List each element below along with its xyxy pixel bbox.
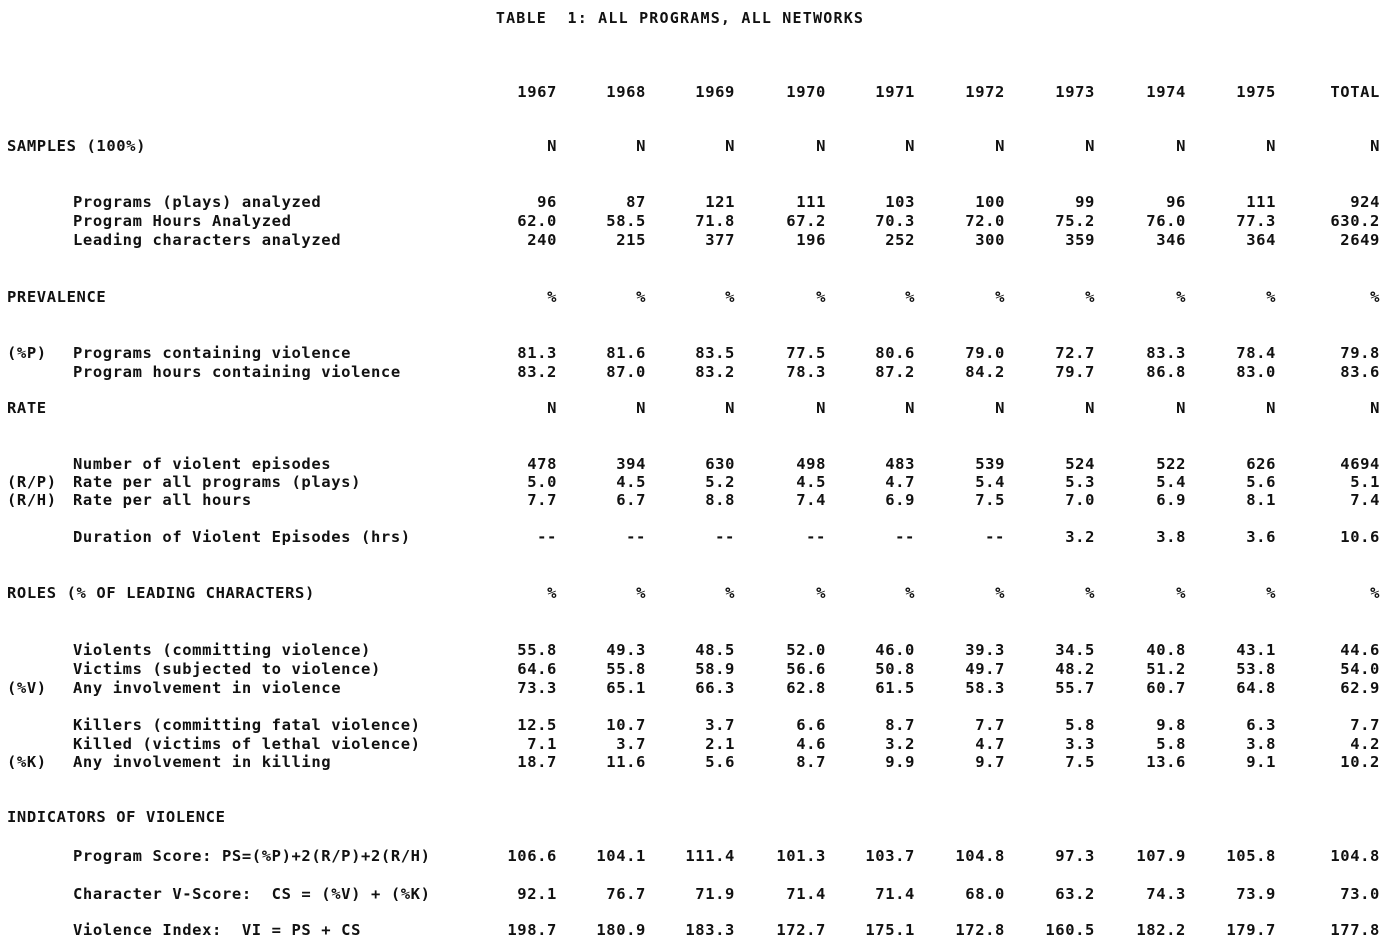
- table-cell: 179.7: [1226, 921, 1276, 939]
- table-cell: %: [636, 288, 646, 306]
- table-cell: 64.8: [1236, 679, 1276, 697]
- table-cell: 67.2: [786, 212, 826, 230]
- table-cell: --: [537, 528, 557, 546]
- table-cell: N: [547, 137, 557, 155]
- table-cell: 9.1: [1246, 753, 1276, 771]
- table-cell: 62.0: [517, 212, 557, 230]
- row-code: (%V): [7, 679, 47, 697]
- table-cell: 54.0: [1340, 660, 1380, 678]
- row-label: Violents (committing violence): [73, 641, 371, 659]
- table-cell: 58.9: [695, 660, 735, 678]
- table-cell: 62.9: [1340, 679, 1380, 697]
- table-cell: 6.3: [1246, 716, 1276, 734]
- table-cell: 5.3: [1065, 473, 1095, 491]
- table-cell: %: [1370, 288, 1380, 306]
- table-cell: 81.6: [606, 344, 646, 362]
- table-cell: 5.6: [1246, 473, 1276, 491]
- table-cell: 111: [796, 193, 826, 211]
- year-header-1971: 1971: [875, 83, 915, 101]
- table-cell: 99: [1075, 193, 1095, 211]
- row-label: Program Score: PS=(%P)+2(R/P)+2(R/H): [73, 847, 431, 865]
- table-cell: 107.9: [1136, 847, 1186, 865]
- table-cell: 5.4: [975, 473, 1005, 491]
- table-cell: 5.6: [705, 753, 735, 771]
- row-label: Any involvement in violence: [73, 679, 342, 697]
- table-cell: 4.5: [796, 473, 826, 491]
- table-cell: 73.9: [1236, 885, 1276, 903]
- table-cell: 104.8: [1330, 847, 1380, 865]
- table-cell: 3.8: [1156, 528, 1186, 546]
- table-cell: %: [816, 584, 826, 602]
- table-cell: 6.6: [796, 716, 826, 734]
- table-cell: 77.3: [1236, 212, 1276, 230]
- row-label: Killers (committing fatal violence): [73, 716, 421, 734]
- table-cell: 71.4: [875, 885, 915, 903]
- table-cell: 83.2: [517, 363, 557, 381]
- table-cell: 78.3: [786, 363, 826, 381]
- table-cell: 87.0: [606, 363, 646, 381]
- table-cell: 7.0: [1065, 491, 1095, 509]
- table-cell: %: [905, 288, 915, 306]
- row-code: (R/H): [7, 491, 57, 509]
- year-header-1970: 1970: [786, 83, 826, 101]
- table-cell: 61.5: [875, 679, 915, 697]
- table-cell: 74.3: [1146, 885, 1186, 903]
- table-cell: 359: [1065, 231, 1095, 249]
- table-cell: 65.1: [606, 679, 646, 697]
- table-cell: %: [1370, 584, 1380, 602]
- table-cell: 4.2: [1350, 735, 1380, 753]
- row-label: Rate per all programs (plays): [73, 473, 362, 491]
- row-label: Program Hours Analyzed: [73, 212, 292, 230]
- table-cell: 92.1: [517, 885, 557, 903]
- table-cell: --: [715, 528, 735, 546]
- table-cell: 68.0: [965, 885, 1005, 903]
- table-cell: %: [1085, 584, 1095, 602]
- table-cell: 87: [626, 193, 646, 211]
- table-cell: 78.4: [1236, 344, 1276, 362]
- table-cell: N: [905, 137, 915, 155]
- table-cell: 522: [1156, 455, 1186, 473]
- table-cell: 83.6: [1340, 363, 1380, 381]
- table-cell: 6.9: [1156, 491, 1186, 509]
- table-cell: 86.8: [1146, 363, 1186, 381]
- row-label: Victims (subjected to violence): [73, 660, 381, 678]
- table-cell: --: [985, 528, 1005, 546]
- table-cell: 10.2: [1340, 753, 1380, 771]
- table-cell: 56.6: [786, 660, 826, 678]
- table-cell: 87.2: [875, 363, 915, 381]
- table-cell: 8.7: [885, 716, 915, 734]
- table-cell: %: [1266, 584, 1276, 602]
- table-cell: N: [905, 399, 915, 417]
- row-label: Program hours containing violence: [73, 363, 401, 381]
- year-header-1968: 1968: [606, 83, 646, 101]
- table-cell: %: [1176, 288, 1186, 306]
- table-cell: 73.0: [1340, 885, 1380, 903]
- table-cell: 66.3: [695, 679, 735, 697]
- table-cell: 64.6: [517, 660, 557, 678]
- section-heading: PREVALENCE: [7, 288, 107, 306]
- table-cell: 62.8: [786, 679, 826, 697]
- table-cell: --: [626, 528, 646, 546]
- section-heading: SAMPLES (100%): [7, 137, 147, 155]
- table-cell: 55.7: [1055, 679, 1095, 697]
- table-cell: --: [895, 528, 915, 546]
- table-cell: 83.5: [695, 344, 735, 362]
- table-cell: 377: [705, 231, 735, 249]
- table-cell: 4.6: [796, 735, 826, 753]
- table-cell: 76.7: [606, 885, 646, 903]
- table-cell: 240: [527, 231, 557, 249]
- table-cell: 2649: [1340, 231, 1380, 249]
- table-cell: 70.3: [875, 212, 915, 230]
- table-cell: 111: [1246, 193, 1276, 211]
- table-cell: 394: [616, 455, 646, 473]
- table-cell: 104.8: [955, 847, 1005, 865]
- table-cell: 9.8: [1156, 716, 1186, 734]
- table-cell: 9.9: [885, 753, 915, 771]
- table-cell: 5.8: [1156, 735, 1186, 753]
- table-cell: 3.7: [616, 735, 646, 753]
- table-cell: 105.8: [1226, 847, 1276, 865]
- table-cell: %: [1085, 288, 1095, 306]
- table-cell: 63.2: [1055, 885, 1095, 903]
- section-heading: ROLES (% OF LEADING CHARACTERS): [7, 584, 315, 602]
- table-cell: 79.8: [1340, 344, 1380, 362]
- table-cell: N: [816, 399, 826, 417]
- table-cell: 72.0: [965, 212, 1005, 230]
- table-cell: 524: [1065, 455, 1095, 473]
- table-cell: 83.0: [1236, 363, 1276, 381]
- table-cell: 50.8: [875, 660, 915, 678]
- table-cell: N: [636, 137, 646, 155]
- row-label: Character V-Score: CS = (%V) + (%K): [73, 885, 431, 903]
- row-label: Rate per all hours: [73, 491, 252, 509]
- year-header-1967: 1967: [517, 83, 557, 101]
- table-cell: %: [905, 584, 915, 602]
- table-cell: 43.1: [1236, 641, 1276, 659]
- table-cell: 3.2: [885, 735, 915, 753]
- year-header-1972: 1972: [965, 83, 1005, 101]
- table-cell: 346: [1156, 231, 1186, 249]
- table-cell: 55.8: [517, 641, 557, 659]
- table-cell: 3.8: [1246, 735, 1276, 753]
- table-cell: 71.9: [695, 885, 735, 903]
- table-cell: 52.0: [786, 641, 826, 659]
- table-cell: 80.6: [875, 344, 915, 362]
- table-cell: 483: [885, 455, 915, 473]
- table-cell: 5.8: [1065, 716, 1095, 734]
- table-cell: 12.5: [517, 716, 557, 734]
- table-cell: 364: [1246, 231, 1276, 249]
- table-cell: N: [547, 399, 557, 417]
- table-cell: 71.8: [695, 212, 735, 230]
- table-cell: 182.2: [1136, 921, 1186, 939]
- table-cell: 8.1: [1246, 491, 1276, 509]
- table-cell: 8.7: [796, 753, 826, 771]
- table-cell: 172.8: [955, 921, 1005, 939]
- table-cell: 76.0: [1146, 212, 1186, 230]
- table-cell: 44.6: [1340, 641, 1380, 659]
- table-cell: 60.7: [1146, 679, 1186, 697]
- table-cell: 478: [527, 455, 557, 473]
- table-cell: %: [547, 288, 557, 306]
- table-cell: 3.7: [705, 716, 735, 734]
- table-cell: 4694: [1340, 455, 1380, 473]
- table-cell: 48.5: [695, 641, 735, 659]
- table-title: TABLE 1: ALL PROGRAMS, ALL NETWORKS: [495, 9, 865, 27]
- table-cell: 7.5: [1065, 753, 1095, 771]
- table-cell: 55.8: [606, 660, 646, 678]
- table-cell: %: [995, 288, 1005, 306]
- table-cell: 5.0: [527, 473, 557, 491]
- table-cell: N: [995, 399, 1005, 417]
- table-cell: 300: [975, 231, 1005, 249]
- table-cell: 10.6: [1340, 528, 1380, 546]
- table-cell: 7.7: [1350, 716, 1380, 734]
- table-cell: 49.7: [965, 660, 1005, 678]
- table-cell: 7.1: [527, 735, 557, 753]
- table-cell: N: [995, 137, 1005, 155]
- table-cell: 6.9: [885, 491, 915, 509]
- table-cell: 630.2: [1330, 212, 1380, 230]
- table-cell: 77.5: [786, 344, 826, 362]
- table-cell: 3.3: [1065, 735, 1095, 753]
- table-cell: 3.6: [1246, 528, 1276, 546]
- table-cell: N: [1176, 399, 1186, 417]
- table-cell: N: [636, 399, 646, 417]
- table-cell: 48.2: [1055, 660, 1095, 678]
- year-header-1975: 1975: [1236, 83, 1276, 101]
- section-heading: INDICATORS OF VIOLENCE: [7, 808, 226, 826]
- table-cell: 3.2: [1065, 528, 1095, 546]
- table-cell: %: [1176, 584, 1186, 602]
- table-cell: 58.5: [606, 212, 646, 230]
- table-cell: 7.4: [1350, 491, 1380, 509]
- table-cell: 51.2: [1146, 660, 1186, 678]
- table-cell: 79.7: [1055, 363, 1095, 381]
- table-cell: 73.3: [517, 679, 557, 697]
- row-label: Killed (victims of lethal violence): [73, 735, 421, 753]
- table-cell: %: [816, 288, 826, 306]
- table-cell: 4.7: [885, 473, 915, 491]
- table-cell: 39.3: [965, 641, 1005, 659]
- table-cell: 103.7: [865, 847, 915, 865]
- table-cell: 4.5: [616, 473, 646, 491]
- table-cell: 40.8: [1146, 641, 1186, 659]
- table-cell: 101.3: [776, 847, 826, 865]
- table-cell: N: [1370, 399, 1380, 417]
- table-cell: N: [1370, 137, 1380, 155]
- table-cell: 172.7: [776, 921, 826, 939]
- table-cell: 83.2: [695, 363, 735, 381]
- table-cell: 34.5: [1055, 641, 1095, 659]
- table-cell: 626: [1246, 455, 1276, 473]
- table-cell: 97.3: [1055, 847, 1095, 865]
- table-cell: 106.6: [507, 847, 557, 865]
- table-cell: 81.3: [517, 344, 557, 362]
- table-cell: %: [725, 288, 735, 306]
- table-cell: 79.0: [965, 344, 1005, 362]
- table-cell: 75.2: [1055, 212, 1095, 230]
- table-cell: 630: [705, 455, 735, 473]
- row-code: (R/P): [7, 473, 57, 491]
- table-cell: 7.4: [796, 491, 826, 509]
- row-label: Programs (plays) analyzed: [73, 193, 322, 211]
- table-cell: 10.7: [606, 716, 646, 734]
- section-heading: RATE: [7, 399, 47, 417]
- table-cell: %: [995, 584, 1005, 602]
- table-cell: 177.8: [1330, 921, 1380, 939]
- row-code: (%K): [7, 753, 47, 771]
- table-cell: %: [547, 584, 557, 602]
- table-cell: 11.6: [606, 753, 646, 771]
- row-label: Violence Index: VI = PS + CS: [73, 921, 362, 939]
- year-header-total: TOTAL: [1330, 83, 1380, 101]
- table-cell: N: [1085, 399, 1095, 417]
- table-cell: 71.4: [786, 885, 826, 903]
- table-cell: %: [1266, 288, 1276, 306]
- row-code: (%P): [7, 344, 47, 362]
- table-cell: 7.7: [527, 491, 557, 509]
- table-cell: 5.2: [705, 473, 735, 491]
- table-cell: N: [1085, 137, 1095, 155]
- table-cell: N: [1176, 137, 1186, 155]
- table-cell: 4.7: [975, 735, 1005, 753]
- table-cell: 252: [885, 231, 915, 249]
- table-cell: 215: [616, 231, 646, 249]
- row-label: Duration of Violent Episodes (hrs): [73, 528, 411, 546]
- table-cell: 49.3: [606, 641, 646, 659]
- row-label: Any involvement in killing: [73, 753, 332, 771]
- table-cell: 96: [537, 193, 557, 211]
- table-cell: 46.0: [875, 641, 915, 659]
- table-cell: 84.2: [965, 363, 1005, 381]
- table-cell: --: [806, 528, 826, 546]
- table-cell: 83.3: [1146, 344, 1186, 362]
- table-cell: 160.5: [1045, 921, 1095, 939]
- table-cell: 175.1: [865, 921, 915, 939]
- table-cell: 180.9: [596, 921, 646, 939]
- table-cell: 53.8: [1236, 660, 1276, 678]
- table-cell: 72.7: [1055, 344, 1095, 362]
- row-label: Leading characters analyzed: [73, 231, 342, 249]
- table-cell: %: [725, 584, 735, 602]
- table-cell: 183.3: [685, 921, 735, 939]
- table-cell: 5.4: [1156, 473, 1186, 491]
- table-cell: 9.7: [975, 753, 1005, 771]
- table-cell: N: [1266, 399, 1276, 417]
- table-cell: 104.1: [596, 847, 646, 865]
- table-cell: N: [816, 137, 826, 155]
- table-cell: 196: [796, 231, 826, 249]
- table-cell: N: [725, 137, 735, 155]
- table-cell: 498: [796, 455, 826, 473]
- table-cell: 6.7: [616, 491, 646, 509]
- table-cell: 111.4: [685, 847, 735, 865]
- table-cell: 7.5: [975, 491, 1005, 509]
- table-cell: 58.3: [965, 679, 1005, 697]
- table-cell: 121: [705, 193, 735, 211]
- table-cell: 2.1: [705, 735, 735, 753]
- table-cell: 103: [885, 193, 915, 211]
- year-header-1973: 1973: [1055, 83, 1095, 101]
- row-label: Programs containing violence: [73, 344, 352, 362]
- table-cell: 96: [1166, 193, 1186, 211]
- table-cell: N: [725, 399, 735, 417]
- year-header-1969: 1969: [695, 83, 735, 101]
- table-cell: 5.1: [1350, 473, 1380, 491]
- year-header-1974: 1974: [1146, 83, 1186, 101]
- table-cell: 13.6: [1146, 753, 1186, 771]
- table-cell: 539: [975, 455, 1005, 473]
- row-label: Number of violent episodes: [73, 455, 332, 473]
- table-cell: 924: [1350, 193, 1380, 211]
- table-cell: 7.7: [975, 716, 1005, 734]
- table-cell: 198.7: [507, 921, 557, 939]
- table-cell: 100: [975, 193, 1005, 211]
- table-cell: 18.7: [517, 753, 557, 771]
- table-cell: N: [1266, 137, 1276, 155]
- table-cell: %: [636, 584, 646, 602]
- table-cell: 8.8: [705, 491, 735, 509]
